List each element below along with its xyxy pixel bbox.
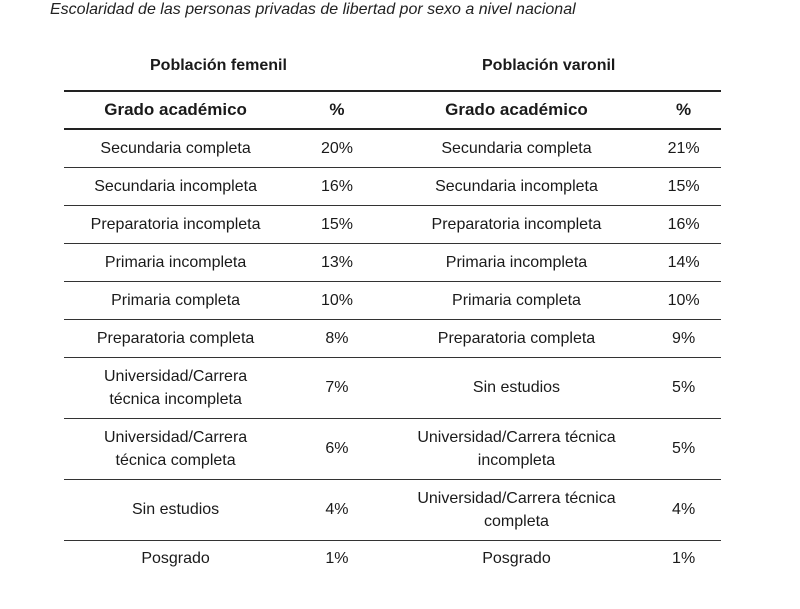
- table-caption: Escolaridad de las personas privadas de libertad por sexo a nivel nacional: [50, 1, 576, 18]
- escolaridad-table: [64, 90, 721, 577]
- cell-grado-femenil: Posgrado: [141, 550, 210, 568]
- cell-pct-femenil: 13%: [287, 243, 387, 281]
- cell-pct-varonil: 9%: [646, 319, 721, 357]
- table-row: [64, 205, 721, 243]
- cell-pct-varonil: 5%: [646, 357, 721, 418]
- cell-grado-varonil: Primaria incompleta: [387, 243, 646, 281]
- cell-pct-femenil: 20%: [287, 129, 387, 167]
- cell-grado-femenil: Universidad/Carrera técnica incompleta: [64, 357, 287, 418]
- table-row: [64, 129, 721, 167]
- cell-grado-femenil: Primaria incompleta: [64, 243, 287, 281]
- group-title-femenil: Población femenil: [150, 57, 287, 74]
- cell-grado-varonil: Sin estudios: [387, 357, 646, 418]
- cell-pct-femenil: 4%: [287, 479, 387, 540]
- cell-pct-femenil: 10%: [287, 281, 387, 319]
- table-row: [64, 167, 721, 205]
- header-pct-femenil: %: [287, 91, 387, 129]
- table-row: [64, 243, 721, 281]
- cell-grado-femenil: Secundaria incompleta: [64, 167, 287, 205]
- cell-pct-varonil: 10%: [646, 281, 721, 319]
- cell-pct-varonil: 5%: [646, 418, 721, 479]
- cell-pct-varonil: 21%: [646, 129, 721, 167]
- cell-grado-varonil: Secundaria completa: [387, 129, 646, 167]
- cell-grado-femenil: Sin estudios: [64, 479, 287, 540]
- header-grado-femenil: Grado académico: [64, 91, 287, 129]
- cell-pct-femenil: 8%: [287, 319, 387, 357]
- table-header-row: [64, 91, 721, 129]
- header-pct-varonil: %: [646, 91, 721, 129]
- cell-pct-varonil: 15%: [646, 167, 721, 205]
- cell-grado-femenil: Secundaria completa: [64, 129, 287, 167]
- cell-grado-femenil: Preparatoria incompleta: [64, 205, 287, 243]
- cell-grado-varonil: Preparatoria incompleta: [387, 205, 646, 243]
- group-title-varonil: Población varonil: [482, 57, 616, 74]
- cell-pct-femenil: 15%: [287, 205, 387, 243]
- cell-pct-femenil: 16%: [287, 167, 387, 205]
- table-row: [64, 479, 721, 540]
- cell-grado-varonil: Secundaria incompleta: [387, 167, 646, 205]
- cell-pct-femenil: 7%: [287, 357, 387, 418]
- cell-grado-varonil: Universidad/Carrera técnica incompleta: [387, 418, 646, 479]
- table-row: [64, 281, 721, 319]
- cell-pct-femenil: 6%: [287, 418, 387, 479]
- cell-grado-femenil: Preparatoria completa: [64, 319, 287, 357]
- cell-pct-femenil: 1%: [325, 550, 349, 568]
- cell-pct-varonil: 14%: [646, 243, 721, 281]
- cell-pct-varonil: 16%: [646, 205, 721, 243]
- cell-grado-femenil: Universidad/Carrera técnica completa: [64, 418, 287, 479]
- table-row: [64, 357, 721, 418]
- cell-grado-femenil: Primaria completa: [64, 281, 287, 319]
- cell-pct-varonil: 1%: [672, 550, 696, 568]
- table-row: [64, 319, 721, 357]
- header-grado-varonil: Grado académico: [387, 91, 646, 129]
- cell-grado-varonil: Preparatoria completa: [387, 319, 646, 357]
- table-row: [64, 540, 721, 577]
- cell-pct-varonil: 4%: [646, 479, 721, 540]
- table-row: [64, 418, 721, 479]
- cell-grado-varonil: Posgrado: [482, 550, 551, 568]
- cell-grado-varonil: Universidad/Carrera técnica completa: [387, 479, 646, 540]
- cell-grado-varonil: Primaria completa: [387, 281, 646, 319]
